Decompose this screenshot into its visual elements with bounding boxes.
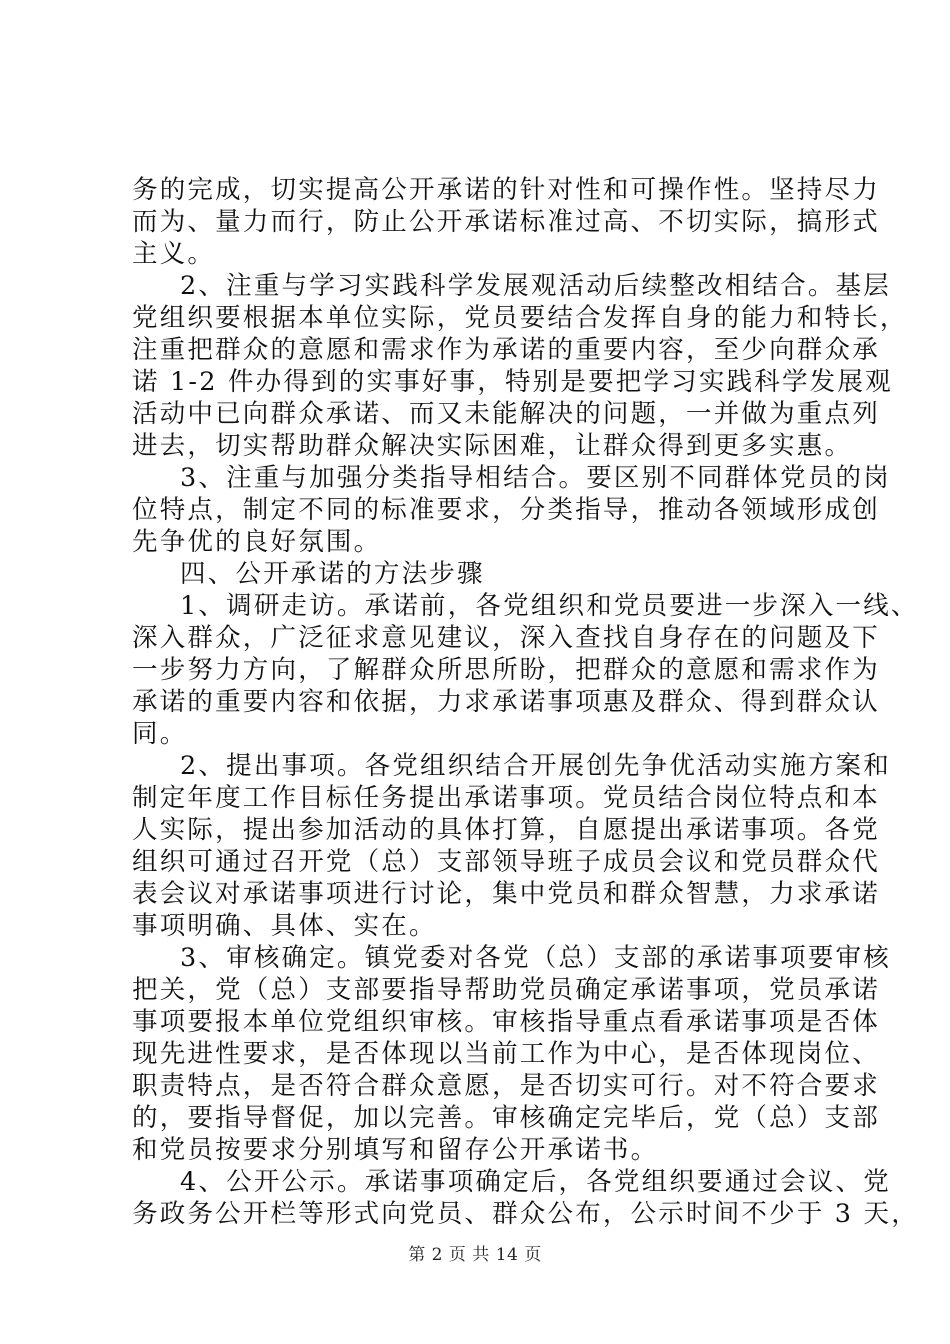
text-line: 2、提出事项。各党组织结合开展创先争优活动实施方案和 (180, 751, 891, 781)
text-line: 务政务公开栏等形式向党员、群众公布，公示时间不少于 3 天， (132, 1199, 919, 1229)
text-line: 事项明确、具体、实在。 (132, 911, 437, 941)
text-line: 表会议对承诺事项进行讨论，集中党员和群众智慧，力求承诺 (132, 879, 880, 909)
text-line: 先争优的良好氛围。 (132, 527, 382, 557)
text-line: 四、公开承诺的方法步骤 (180, 559, 485, 589)
text-line: 同。 (132, 719, 188, 749)
text-line: 诺 1-2 件办得到的实事好事，特别是要把学习实践科学发展观 (132, 367, 893, 397)
text-line: 制定年度工作目标任务提出承诺事项。党员结合岗位特点和本 (132, 783, 880, 813)
text-line: 注重把群众的意愿和需求作为承诺的重要内容，至少向群众承 (132, 335, 880, 365)
text-line: 事项要报本单位党组织审核。审核指导重点看承诺事项是否体 (132, 1007, 880, 1037)
text-line: 位特点，制定不同的标准要求，分类指导，推动各领域形成创 (132, 495, 880, 525)
text-line: 4、公开公示。承诺事项确定后，各党组织要通过会议、党 (180, 1167, 891, 1197)
text-line: 和党员按要求分别填写和留存公开承诺书。 (132, 1135, 659, 1165)
text-line: 务的完成，切实提高公开承诺的针对性和可操作性。坚持尽力 (132, 175, 880, 205)
text-line: 承诺的重要内容和依据，力求承诺事项惠及群众、得到群众认 (132, 687, 880, 717)
text-line: 主义。 (132, 239, 216, 269)
text-line: 2、注重与学习实践科学发展观活动后续整改相结合。基层 (180, 271, 891, 301)
text-line: 组织可通过召开党（总）支部领导班子成员会议和党员群众代 (132, 847, 880, 877)
text-line: 活动中已向群众承诺、而又未能解决的问题，一并做为重点列 (132, 399, 880, 429)
text-line: 3、注重与加强分类指导相结合。要区别不同群体党员的岗 (180, 463, 891, 493)
text-line: 3、审核确定。镇党委对各党（总）支部的承诺事项要审核 (180, 943, 891, 973)
text-line: 而为、量力而行，防止公开承诺标准过高、不切实际，搞形式 (132, 207, 880, 237)
text-line: 一步努力方向，了解群众所思所盼，把群众的意愿和需求作为 (132, 655, 880, 685)
text-line: 职责特点，是否符合群众意愿，是否切实可行。对不符合要求 (132, 1071, 880, 1101)
body-text (132, 174, 919, 1230)
text-line: 深入群众，广泛征求意见建议，深入查找自身存在的问题及下 (132, 623, 880, 653)
text-line: 进去，切实帮助群众解决实际困难，让群众得到更多实惠。 (132, 431, 853, 461)
text-line: 把关，党（总）支部要指导帮助党员确定承诺事项，党员承诺 (132, 975, 880, 1005)
text-line: 的，要指导督促，加以完善。审核确定完毕后，党（总）支部 (132, 1103, 880, 1133)
page-number-footer: 第 2 页 共 14 页 (408, 1245, 542, 1265)
text-line: 党组织要根据本单位实际，党员要结合发挥自身的能力和特长， (132, 303, 908, 333)
text-line: 人实际，提出参加活动的具体打算，自愿提出承诺事项。各党 (132, 815, 880, 845)
text-line: 现先进性要求，是否体现以当前工作为中心，是否体现岗位、 (132, 1039, 880, 1069)
text-line: 1、调研走访。承诺前，各党组织和党员要进一步深入一线、 (180, 591, 919, 621)
